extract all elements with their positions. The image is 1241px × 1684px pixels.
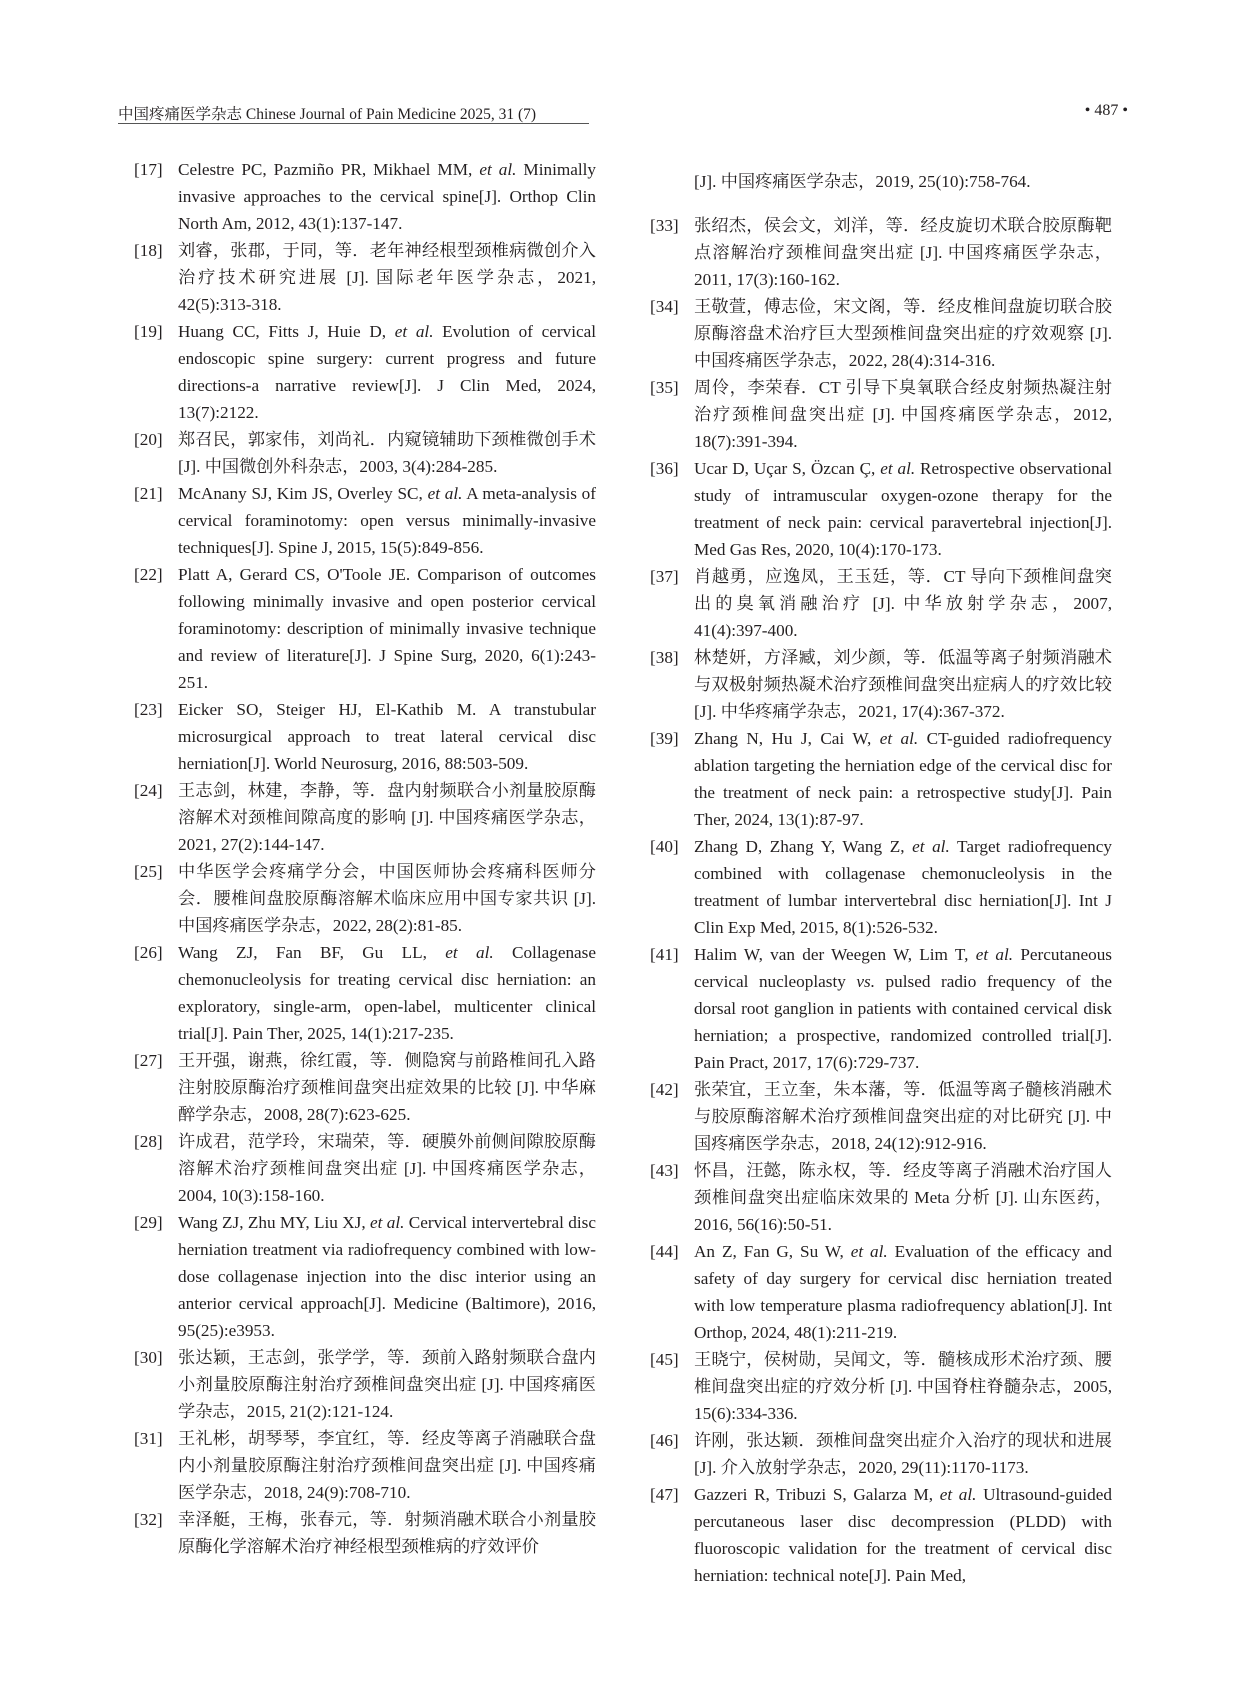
- reference-number: [21]: [134, 484, 163, 503]
- reference-number: [33]: [650, 216, 679, 236]
- reference-number: [43]: [650, 1161, 679, 1181]
- reference-text: 王晓宁，侯树勋，吴闻文，等．髓核成形术治疗颈、腰椎间盘突出症的疗效分析 [J]. 中国脊柱脊髓杂志，2005, 15(6):334-336.: [694, 1350, 1112, 1424]
- reference-item: [650, 293, 1112, 374]
- reference-text: 刘睿，张郡，于同，等．老年神经根型颈椎病微创介入治疗技术研究进展 [J]. 国际老年医学杂志，2021, 42(5):313-318.: [178, 241, 596, 314]
- reference-number: [41]: [650, 945, 679, 965]
- reference-item: [650, 1427, 1112, 1481]
- reference-text: Eicker SO, Steiger HJ, El-Kathib M. A transtubular microsurgical approach to treat lateral cervical disc herniation[J]. World Neurosurg, 2016, 88:503-509.: [178, 700, 596, 773]
- page-number: • 487 •: [1084, 102, 1128, 119]
- reference-continuation: [J]. 中国疼痛医学杂志，2019, 25(10):758-764.: [694, 172, 1031, 192]
- reference-text: 张荣宜，王立奎，朱本藩，等．低温等离子髓核消融术与胶原酶溶解术治疗颈椎间盘突出症的对比研究 [J]. 中国疼痛医学杂志，2018, 24(12):912-916.: [694, 1080, 1112, 1154]
- reference-text: 周伶，李荣春．CT 引导下臭氧联合经皮射频热凝注射治疗颈椎间盘突出症 [J]. 中国疼痛医学杂志，2012, 18(7):391-394.: [694, 378, 1112, 452]
- reference-item: [134, 696, 596, 777]
- reference-text: Ucar D, Uçar S, Özcan Ç, et al. Retrospective observational study of intramuscular oxygen-ozone therapy for the treatment of neck pain: cervical paravertebral injection[J]. Med Gas Res, 2020, 10(4):170-173.: [694, 459, 1112, 560]
- reference-number: [17]: [134, 160, 163, 179]
- reference-number: [28]: [134, 1132, 163, 1151]
- reference-text: 郑召民，郭家伟，刘尚礼．内窥镜辅助下颈椎微创手术 [J]. 中国微创外科杂志，2003, 3(4):284-285.: [178, 430, 596, 476]
- reference-number: [26]: [134, 943, 163, 962]
- reference-number: [24]: [134, 781, 163, 800]
- reference-text: Zhang D, Zhang Y, Wang Z, et al. Target radiofrequency combined with collagenase chemonucleolysis in the treatment of lumbar intervertebral disc herniation[J]. Int J Clin Exp Med, 2015, 8(1):526-532.: [694, 837, 1112, 938]
- reference-item: [134, 237, 596, 318]
- reference-text: 中华医学会疼痛学分会，中国医师协会疼痛科医师分会．腰椎间盘胶原酶溶解术临床应用中国专家共识 [J]. 中国疼痛医学杂志，2022, 28(2):81-85.: [178, 862, 596, 935]
- references-left-column: [134, 156, 596, 1560]
- reference-item: [134, 426, 596, 480]
- reference-number: [23]: [134, 700, 163, 719]
- reference-number: [38]: [650, 648, 679, 668]
- reference-item: [650, 644, 1112, 725]
- header-rule: [118, 123, 589, 124]
- reference-number: [25]: [134, 862, 163, 881]
- running-header: [118, 102, 1128, 124]
- reference-item: [650, 833, 1112, 941]
- references-right-column: [650, 151, 1112, 1589]
- reference-text: Wang ZJ, Fan BF, Gu LL, et al. Collagenase chemonucleolysis for treating cervical disc herniation: an exploratory, single-arm, open-label, multicenter clinical trial[J]. Pain Ther, 2025, 14(1):217-235.: [178, 943, 596, 1043]
- reference-text: 幸泽艇，王梅，张春元，等．射频消融术联合小剂量胶原酶化学溶解术治疗神经根型颈椎病的疗效评价: [178, 1510, 596, 1556]
- reference-item: [134, 561, 596, 696]
- reference-item: [134, 1425, 596, 1506]
- reference-item: [650, 563, 1112, 644]
- reference-text: 王开强，谢燕，徐红霞，等．侧隐窝与前路椎间孔入路注射胶原酶治疗颈椎间盘突出症效果的比较 [J]. 中华麻醉学杂志，2008, 28(7):623-625.: [178, 1051, 596, 1124]
- reference-text: 张达颖，王志剑，张学学，等．颈前入路射频联合盘内小剂量胶原酶注射治疗颈椎间盘突出症 [J]. 中国疼痛医学杂志，2015, 21(2):121-124.: [178, 1348, 596, 1421]
- reference-item: [134, 939, 596, 1047]
- reference-number: [45]: [650, 1350, 679, 1370]
- reference-item: [650, 1238, 1112, 1346]
- reference-item: [650, 941, 1112, 1076]
- reference-number: [35]: [650, 378, 679, 398]
- reference-number: [34]: [650, 297, 679, 317]
- reference-number: [31]: [134, 1429, 163, 1448]
- reference-text: Zhang N, Hu J, Cai W, et al. CT-guided radiofrequency ablation targeting the herniation edge of the cervical disc for the treatment of neck pain: a retrospective study[J]. Pain Ther, 2024, 13(1):87-97.: [694, 729, 1112, 830]
- reference-number: [19]: [134, 322, 163, 341]
- reference-number: [18]: [134, 241, 163, 260]
- reference-number: [27]: [134, 1051, 163, 1070]
- reference-text: Celestre PC, Pazmiño PR, Mikhael MM, et al. Minimally invasive approaches to the cervical spine[J]. Orthop Clin North Am, 2012, 43(1):137-147.: [178, 160, 596, 233]
- reference-text: 怀昌，汪懿，陈永权，等．经皮等离子消融术治疗国人颈椎间盘突出症临床效果的 Meta 分析 [J]. 山东医药，2016, 56(16):50-51.: [694, 1161, 1112, 1235]
- reference-text: 王敬萱，傅志俭，宋文阁，等．经皮椎间盘旋切联合胶原酶溶盘术治疗巨大型颈椎间盘突出症的疗效观察 [J]. 中国疼痛医学杂志，2022, 28(4):314-316.: [694, 297, 1112, 371]
- reference-item: [134, 1128, 596, 1209]
- reference-item: [650, 1157, 1112, 1238]
- reference-text: Huang CC, Fitts J, Huie D, et al. Evolution of cervical endoscopic spine surgery: current progress and future directions-a narrative review[J]. J Clin Med, 2024, 13(7):2122.: [178, 322, 596, 422]
- reference-text: Wang ZJ, Zhu MY, Liu XJ, et al. Cervical intervertebral disc herniation treatment via radiofrequency combined with low-dose collagenase injection into the disc interior using an anterior cervical approach[J]. Medicine (Baltimore), 2016, 95(25):e3953.: [178, 1213, 596, 1340]
- reference-number: [32]: [134, 1510, 163, 1529]
- reference-number: [22]: [134, 565, 163, 584]
- reference-text: 王志剑，林建，李静，等．盘内射频联合小剂量胶原酶溶解术对颈椎间隙高度的影响 [J]. 中国疼痛医学杂志，2021, 27(2):144-147.: [178, 781, 596, 854]
- reference-number: [37]: [650, 567, 679, 587]
- reference-item: [134, 318, 596, 426]
- reference-number: [39]: [650, 729, 679, 749]
- reference-item: [134, 156, 596, 237]
- reference-item: [134, 1209, 596, 1344]
- reference-number: [40]: [650, 837, 679, 857]
- reference-item: [134, 777, 596, 858]
- reference-text: 林楚妍，方泽臧，刘少颜，等．低温等离子射频消融术与双极射频热凝术治疗颈椎间盘突出症病人的疗效比较 [J]. 中华疼痛学杂志，2021, 17(4):367-372.: [694, 648, 1112, 722]
- reference-text: An Z, Fan G, Su W, et al. Evaluation of the efficacy and safety of day surgery for cervical disc herniation treated with low temperature plasma radiofrequency ablation[J]. Int Orthop, 2024, 48(1):211-219.: [694, 1242, 1113, 1343]
- reference-item: [134, 1506, 596, 1560]
- reference-item: [650, 374, 1112, 455]
- reference-number: [36]: [650, 459, 679, 479]
- reference-item: [650, 1076, 1112, 1157]
- reference-text: 王礼彬，胡琴琴，李宜红，等．经皮等离子消融联合盘内小剂量胶原酶注射治疗颈椎间盘突出症 [J]. 中国疼痛医学杂志，2018, 24(9):708-710.: [178, 1429, 596, 1502]
- reference-text: 许刚，张达颖．颈椎间盘突出症介入治疗的现状和进展 [J]. 介入放射学杂志，2020, 29(11):1170-1173.: [694, 1431, 1112, 1478]
- reference-number: [46]: [650, 1431, 679, 1451]
- reference-number: [42]: [650, 1080, 679, 1100]
- reference-text: Halim W, van der Weegen W, Lim T, et al. Percutaneous cervical nucleoplasty vs. pulsed radio frequency of the dorsal root ganglion in patients with contained cervical disk herniation; a prospective, randomized controlled trial[J]. Pain Pract, 2017, 17(6):729-737.: [694, 945, 1112, 1073]
- reference-text: Platt A, Gerard CS, O'Toole JE. Comparison of outcomes following minimally invasive and open posterior cervical foraminotomy: description of minimally invasive technique and review of literature[J]. J Spine Surg, 2020, 6(1):243-251.: [178, 565, 596, 692]
- reference-item: [134, 858, 596, 939]
- reference-item: [650, 1481, 1112, 1589]
- reference-item: [134, 1344, 596, 1425]
- reference-number: [47]: [650, 1485, 679, 1505]
- journal-title: 中国疼痛医学杂志 Chinese Journal of Pain Medicine 2025, 31 (7): [118, 106, 537, 123]
- reference-text: 许成君，范学玲，宋瑞荣，等．硬膜外前侧间隙胶原酶溶解术治疗颈椎间盘突出症 [J]. 中国疼痛医学杂志，2004, 10(3):158-160.: [178, 1132, 596, 1205]
- reference-text: 肖越勇，应逸凤，王玉廷，等．CT 导向下颈椎间盘突出的臭氧消融治疗 [J]. 中华放射学杂志，2007, 41(4):397-400.: [694, 567, 1112, 641]
- reference-item: [134, 1047, 596, 1128]
- reference-text: McAnany SJ, Kim JS, Overley SC, et al. A meta-analysis of cervical foraminotomy: open versus minimally-invasive techniques[J]. Spine J, 2015, 15(5):849-856.: [178, 484, 596, 557]
- reference-item: [650, 455, 1112, 563]
- reference-number: [29]: [134, 1213, 163, 1232]
- reference-number: [30]: [134, 1348, 163, 1367]
- reference-item: [650, 212, 1112, 293]
- reference-number: [44]: [650, 1242, 679, 1262]
- reference-item: [650, 1346, 1112, 1427]
- reference-item: [134, 480, 596, 561]
- reference-item: [650, 725, 1112, 833]
- reference-number: [20]: [134, 430, 163, 449]
- reference-text: 张绍杰，侯会文，刘洋，等．经皮旋切术联合胶原酶靶点溶解治疗颈椎间盘突出症 [J]. 中国疼痛医学杂志，2011, 17(3):160-162.: [694, 216, 1112, 290]
- reference-text: Gazzeri R, Tribuzi S, Galarza M, et al. Ultrasound-guided percutaneous laser disc decompression (PLDD) with fluoroscopic validation for the treatment of cervical disc herniation: technical note[J]. Pain Med,: [694, 1485, 1112, 1586]
